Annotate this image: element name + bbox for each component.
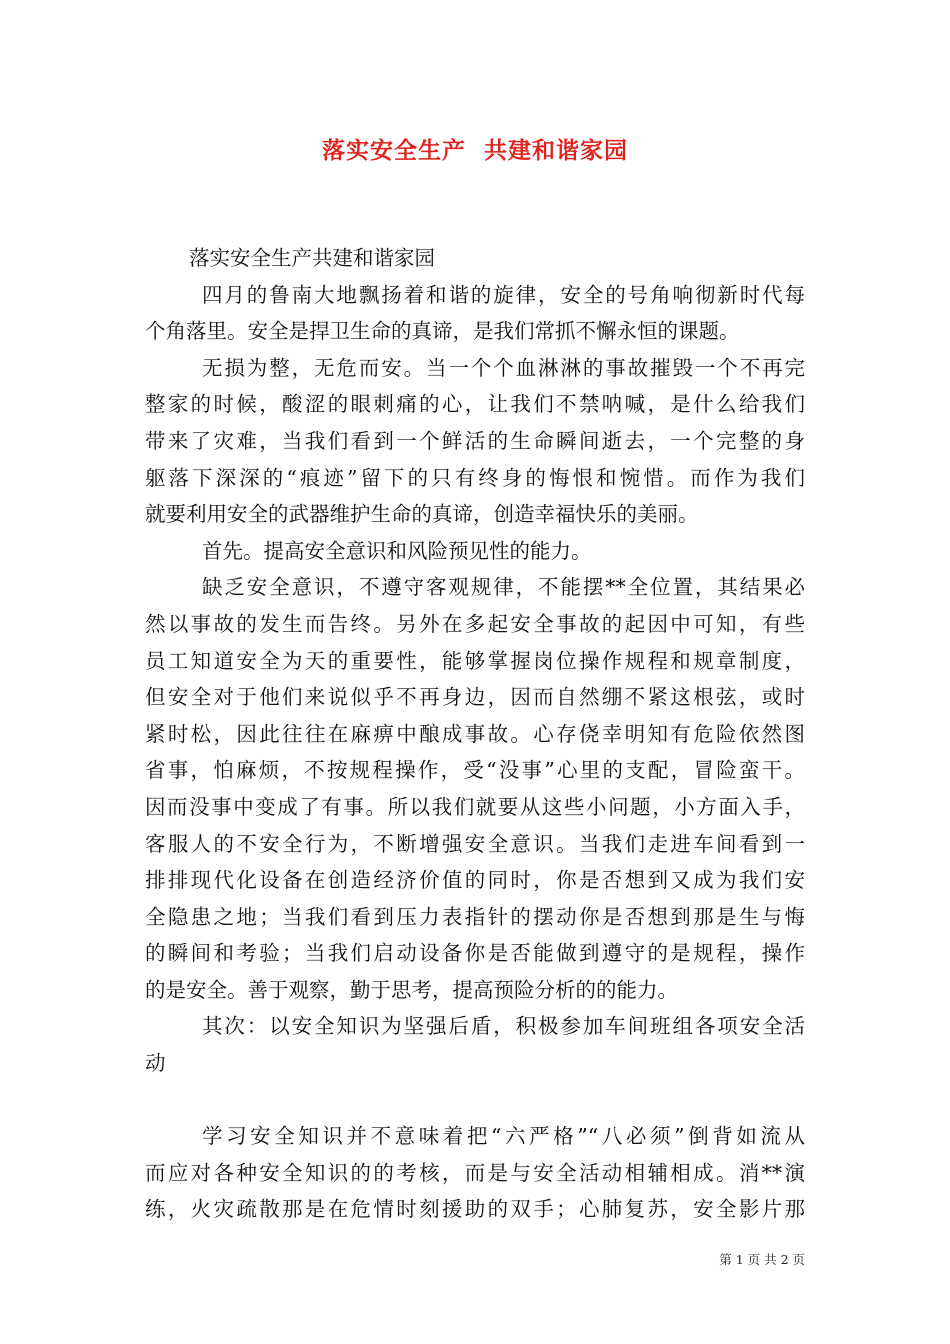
paragraph-line: 员工知道安全为天的重要性，能够掌握岗位操作规程和规章制度， [145, 648, 805, 673]
paragraph-line: 练，火灾疏散那是在危情时刻援助的双手；心肺复苏，安全影片那 [145, 1197, 805, 1222]
paragraph-line: 带来了灾难，当我们看到一个鲜活的生命瞬间逝去，一个完整的身 [145, 428, 805, 453]
paragraph-line: 而应对各种安全知识的的考核，而是与安全活动相辅相成。消**演 [145, 1160, 805, 1185]
paragraph-line: 缺乏安全意识，不遵守客观规律，不能摆**全位置，其结果必 [202, 575, 805, 600]
paragraph-line: 的是安全。善于观察，勤于思考，提高预险分析的的能力。 [145, 977, 678, 1002]
paragraph-line: 其次：以安全知识为坚强后盾，积极参加车间班组各项安全活 [202, 1014, 805, 1039]
paragraph-line: 整家的时候，酸涩的眼刺痛的心，让我们不禁呐喊，是什么给我们 [145, 392, 805, 417]
paragraph-line: 的瞬间和考验；当我们启动设备你是否能做到遵守的是规程，操作 [145, 941, 805, 966]
paragraph-line: 客服人的不安全行为，不断增强安全意识。当我们走进车间看到一 [145, 831, 805, 856]
paragraph-line: 落实安全生产共建和谐家园 [189, 246, 435, 270]
paragraph-line: 省事，怕麻烦，不按规程操作，受“没事”心里的支配，冒险蛮干。 [145, 758, 805, 783]
paragraph-line: 四月的鲁南大地飘扬着和谐的旋律，安全的号角响彻新时代每 [202, 282, 805, 307]
page-number: 第 1 页 共 2 页 [719, 1252, 805, 1267]
paragraph-line: 躯落下深深的“痕迹”留下的只有终身的悔恨和惋惜。而作为我们 [145, 465, 805, 490]
paragraph-line: 动 [145, 1051, 166, 1076]
paragraph-line [145, 1082, 805, 1119]
document-body [145, 240, 805, 1228]
paragraph-line: 就要利用安全的武器维护生命的真谛，创造幸福快乐的美丽。 [145, 502, 699, 527]
paragraph-line: 排排现代化设备在创造经济价值的同时，你是否想到又成为我们安 [145, 868, 805, 893]
paragraph-line: 紧时松，因此往往在麻痹中酿成事故。心存侥幸明知有危险依然图 [145, 721, 805, 746]
paragraph-line: 因而没事中变成了有事。所以我们就要从这些小问题，小方面入手， [145, 794, 805, 819]
paragraph-line: 个角落里。安全是捍卫生命的真谛，是我们常抓不懈永恒的课题。 [145, 319, 740, 344]
document-title: 落实安全生产 共建和谐家园 [321, 137, 628, 164]
paragraph-line: 但安全对于他们来说似乎不再身边，因而自然绷不紧这根弦，或时 [145, 685, 805, 710]
paragraph-line: 全隐患之地；当我们看到压力表指针的摆动你是否想到那是生与悔 [145, 904, 805, 929]
paragraph-line: 无损为整，无危而安。当一个个血淋淋的事故摧毁一个不再完 [202, 355, 805, 380]
paragraph-line: 首先。提高安全意识和风险预见性的能力。 [202, 538, 592, 563]
paragraph-line: 然以事故的发生而告终。另外在多起安全事故的起因中可知，有些 [145, 611, 805, 636]
paragraph-line: 学习安全知识并不意味着把“六严格”“八必须”倒背如流从 [202, 1124, 805, 1149]
